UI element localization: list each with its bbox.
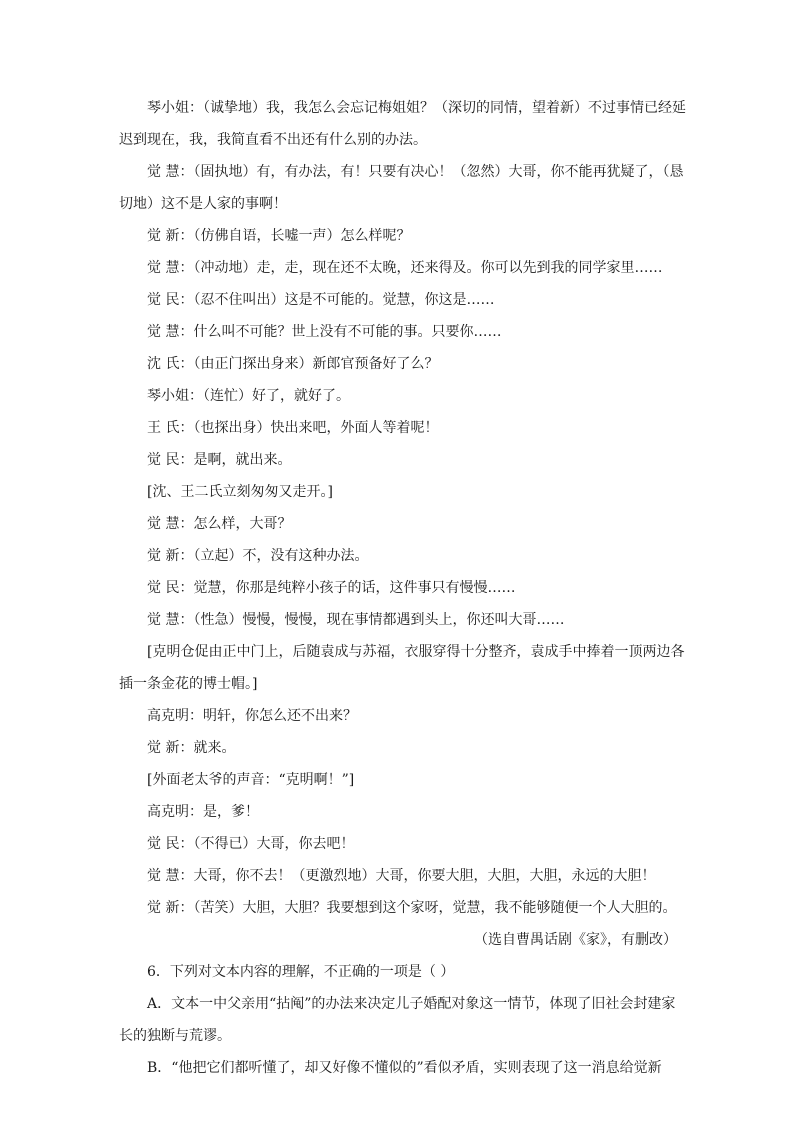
script-line: 觉 新：就来。 [147, 740, 236, 756]
script-line: 高克明：是，爹！ [147, 804, 259, 820]
script-line: 觉 新：（苦笑）大胆，大胆？我要想到这个家呀，觉慧，我不能够随便一个人大胆的。 [147, 900, 677, 916]
script-line: 高克明：明轩，你怎么还不出来？ [147, 708, 357, 724]
script-line: 觉 慧：（冲动地）走，走，现在还不太晚，还来得及。你可以先到我的同学家里…… [147, 260, 663, 276]
script-line: 觉 慧：怎么样，大哥？ [147, 516, 292, 532]
script-line: 琴小姐：（诚挚地）我，我怎么会忘记梅姐姐？（深切的同情，望着新）不过事情已经延迟到现在，我，我简直看不出还有什么别的办法。 [119, 100, 686, 148]
script-line: 觉 新：（仿佛自语，长嘘一声）怎么样呢？ [147, 228, 411, 244]
script-line: 王 氏：（也探出身）快出来吧，外面人等着呢！ [147, 420, 439, 436]
source-citation: （选自曹禺话剧《家》，有删改） [474, 932, 677, 948]
option-item: A．文本一中父亲用“拈阄”的办法来决定儿子婚配对象这一情节，体现了旧社会封建家长的独断与荒谬。 [119, 996, 676, 1044]
script-line: 觉 民：觉慧，你那是纯粹小孩子的话，这件事只有慢慢…… [147, 580, 516, 596]
script-lines [119, 92, 689, 924]
script-line: 觉 慧：大哥，你不去！（更激烈地）大哥，你要大胆，大胆，大胆，永远的大胆！ [147, 868, 656, 884]
script-line: 觉 民：是啊，就出来。 [147, 452, 292, 468]
document-body [119, 92, 689, 1084]
script-line: 觉 民：（不得已）大哥，你去吧！ [147, 836, 355, 852]
script-line: [外面老太爷的声音：“克明啊！”] [147, 772, 355, 788]
script-line: [克明仓促由正中门上，后随袁成与苏福，衣服穿得十分整齐，袁成手中捧着一顶两边各插一条金花的博士帽。] [119, 644, 685, 692]
script-line: 觉 慧：（固执地）有，有办法，有！只要有决心！（忽然）大哥，你不能再犹疑了，（恳切地）这不是人家的事啊！ [119, 164, 684, 212]
question-6: 6．下列对文本内容的理解，不正确的一项是（ ） [147, 964, 455, 980]
script-line: 觉 新：（立起）不，没有这种办法。 [147, 548, 369, 564]
script-line: 琴小姐：（连忙）好了，就好了。 [147, 388, 350, 404]
option-item: B．“他把它们都听懂了，却又好像不懂似的”看似矛盾，实则表现了这一消息给觉新 [147, 1060, 662, 1076]
script-line: 觉 慧：（性急）慢慢，慢慢，现在事情都遇到头上，你还叫大哥…… [147, 612, 565, 628]
script-line: 觉 民：（忍不住叫出）这是不可能的。觉慧，你这是…… [147, 292, 495, 308]
script-line: [沈、王二氏立刻匆匆又走开。] [147, 484, 333, 500]
question-options [119, 988, 689, 1084]
script-line: 觉 慧：什么叫不可能？世上没有不可能的事。只要你…… [147, 324, 502, 340]
script-line: 沈 氏：（由正门探出身来）新郎官预备好了么？ [147, 356, 439, 372]
